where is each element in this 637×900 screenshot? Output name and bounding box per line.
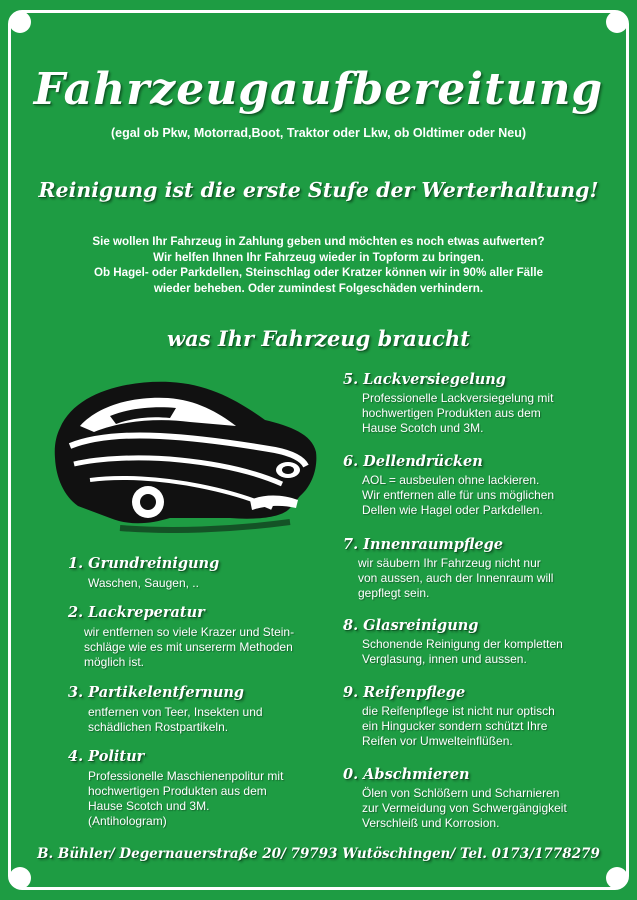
service-title: 0. Abschmieren — [343, 766, 470, 783]
service-title: 2. Lackreperatur — [68, 604, 205, 621]
description-line: wir entfernen so viele Krazer und Stein- — [84, 625, 295, 639]
service-description — [362, 637, 563, 667]
description-line: Waschen, Saugen, .. — [88, 576, 199, 590]
service-title: 3. Partikelentfernung — [68, 684, 245, 701]
service-title: 1. Grundreinigung — [68, 555, 220, 572]
service-description — [88, 705, 263, 735]
service-description — [362, 786, 567, 831]
needs-heading: was Ihr Fahrzeug braucht — [167, 326, 470, 351]
service-description — [362, 391, 553, 436]
corner-ornament — [9, 867, 31, 889]
corner-ornament — [9, 11, 31, 33]
intro-line: Ob Hagel- oder Parkdellen, Steinschlag oder Kratzer können wir in 90% aller Fälle — [93, 266, 544, 279]
description-line: Wir entfernen alle für uns möglichen — [362, 488, 555, 502]
service-title: 6. Dellendrücken — [343, 453, 483, 470]
description-line: Dellen wie Hagel oder Parkdellen. — [362, 503, 543, 517]
service-title: 4. Politur — [68, 748, 145, 765]
description-line: hochwertigen Produkten aus dem — [362, 406, 541, 420]
service-description — [362, 473, 554, 518]
description-line: entfernen von Teer, Insekten und — [88, 705, 263, 719]
description-line: Professionelle Lackversiegelung mit — [362, 391, 554, 405]
description-line: Schonende Reinigung der kompletten — [362, 637, 563, 651]
slogan: Reinigung ist die erste Stufe der Werterhaltung! — [38, 178, 599, 202]
description-line: Verglasung, innen und aussen. — [362, 652, 527, 666]
service-title: 7. Innenraumpflege — [343, 536, 504, 553]
description-line: schädlichen Rostpartikeln. — [88, 720, 229, 734]
description-line: AOL = ausbeulen ohne lackieren. — [362, 473, 540, 487]
service-description — [358, 556, 553, 601]
corner-ornament — [606, 11, 628, 33]
service-description — [88, 576, 199, 591]
description-line: die Reifenpflege ist nicht nur optisch — [362, 704, 555, 718]
service-description — [88, 769, 283, 829]
description-line: hochwertigen Produkten aus dem — [88, 784, 267, 798]
description-line: zur Vermeidung von Schwergängigkeit — [362, 801, 567, 815]
service-title: 5. Lackversiegelung — [343, 371, 506, 388]
car-icon — [50, 368, 325, 533]
service-description — [362, 704, 555, 749]
intro-line: wieder beheben. Oder zumindest Folgeschäden verhindern. — [153, 281, 484, 295]
service-title: 8. Glasreinigung — [343, 617, 479, 634]
description-line: Reifen vor Umwelteinflüßen. — [362, 734, 513, 748]
description-line: (Antihologram) — [88, 814, 167, 828]
description-line: Verschleiß und Korrosion. — [362, 816, 500, 830]
service-description — [84, 625, 294, 670]
corner-ornament — [606, 867, 628, 889]
description-line: gepflegt sein. — [358, 586, 430, 600]
description-line: möglich ist. — [84, 655, 145, 669]
description-line: ein Hingucker sondern schützt Ihre — [362, 719, 548, 733]
intro-line: Sie wollen Ihr Fahrzeug in Zahlung geben und möchten es noch etwas aufwerten? — [92, 235, 545, 248]
service-title: 9. Reifenpflege — [343, 684, 466, 701]
description-line: Professionelle Maschienenpolitur mit — [88, 769, 284, 783]
contact-footer: B. Bühler/ Degernauerstraße 20/ 79793 Wutöschingen/ Tel. 0173/1778279 — [37, 846, 600, 862]
description-line: Ölen von Schlößern und Scharnieren — [362, 786, 560, 800]
description-line: Hause Scotch und 3M. — [362, 421, 484, 435]
page-subtitle: (egal ob Pkw, Motorrad,Boot, Traktor oder Lkw, ob Oldtimer oder Neu) — [110, 126, 527, 140]
description-line: Hause Scotch und 3M. — [88, 799, 210, 813]
intro-line: Wir helfen Ihnen Ihr Fahrzeug wieder in Topform zu bringen. — [153, 250, 484, 264]
page-title: Fahrzeugaufbereitung — [33, 64, 604, 115]
description-line: wir säubern Ihr Fahrzeug nicht nur — [358, 556, 541, 570]
intro-text — [40, 234, 597, 296]
description-line: von aussen, auch der Innenraum will — [358, 571, 554, 585]
description-line: schläge wie es mit unsererm Methoden — [84, 640, 293, 654]
